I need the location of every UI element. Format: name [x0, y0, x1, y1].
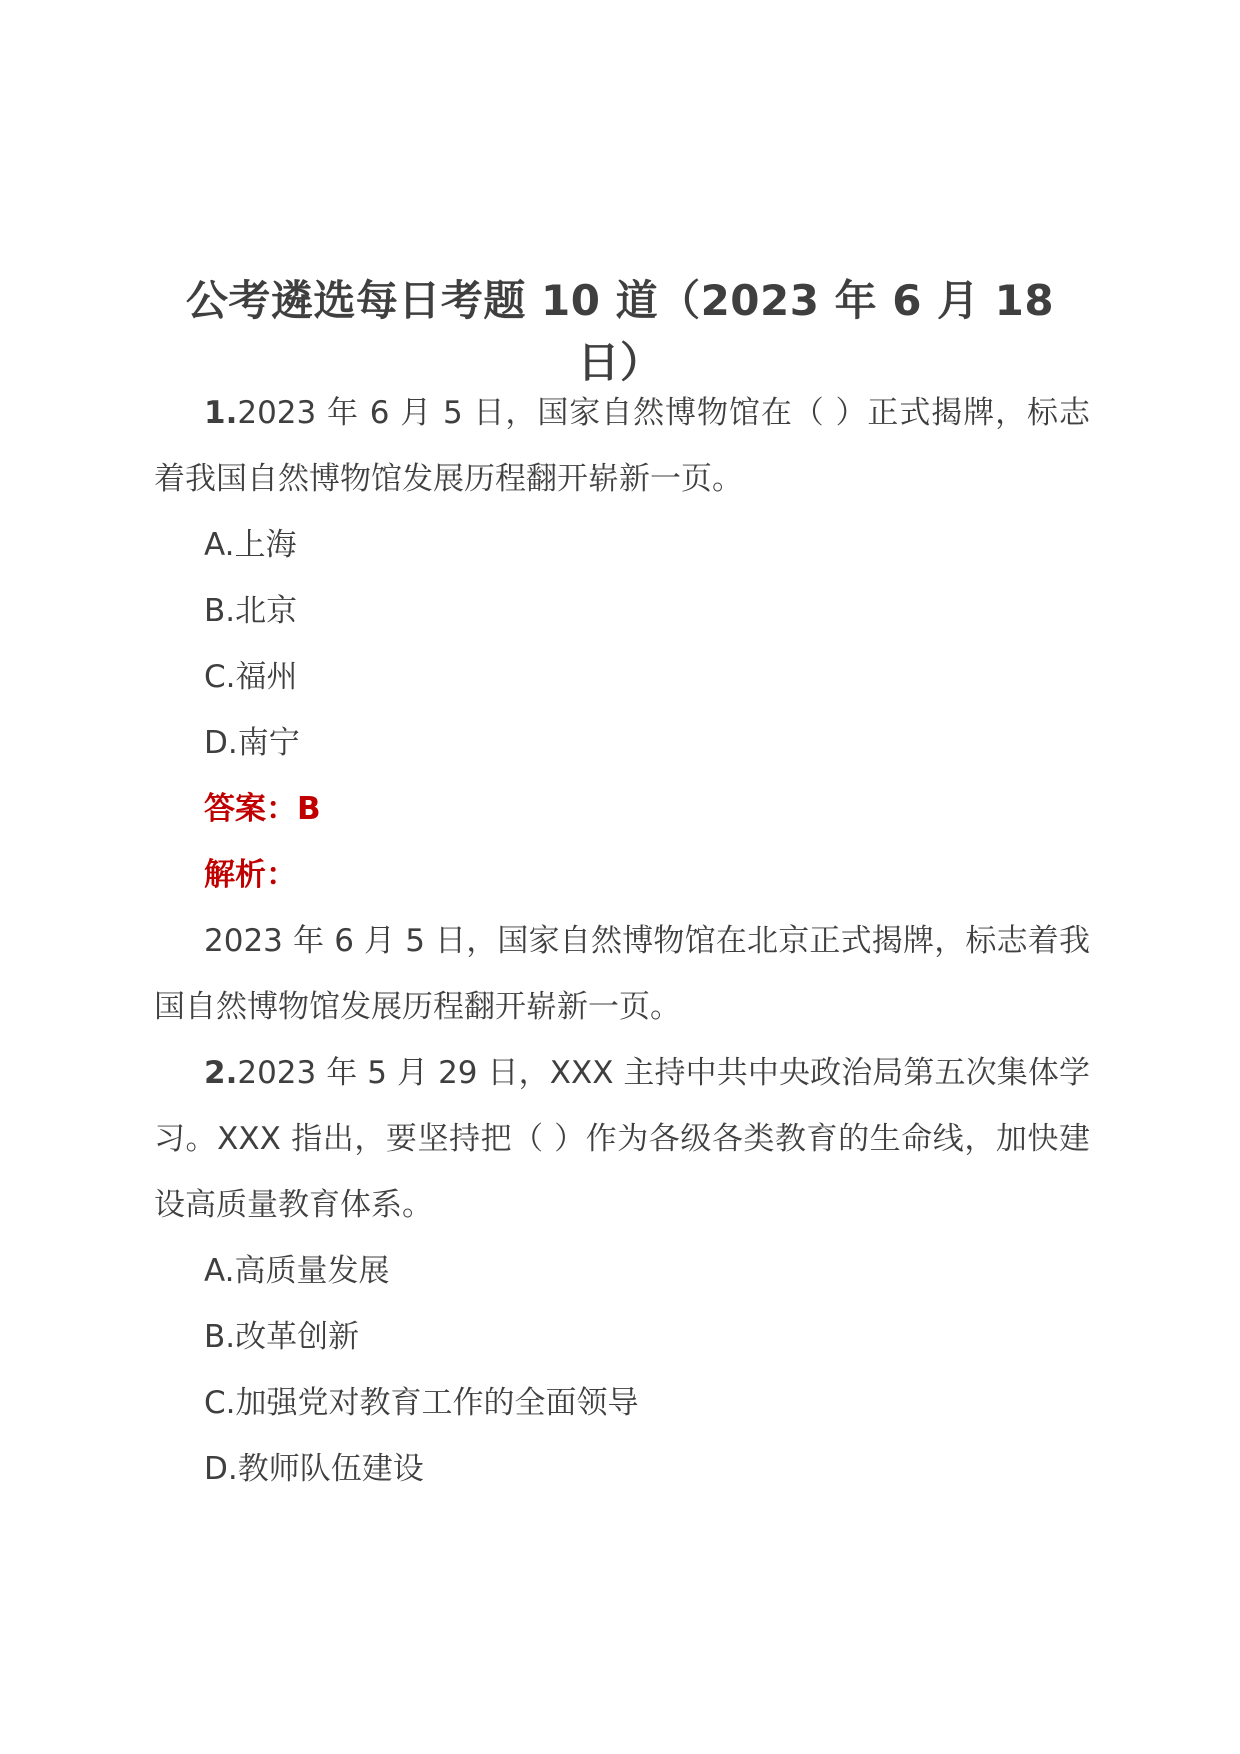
question-1-option-c: C.福州 [204, 659, 298, 695]
question-1-answer: 答案：B [204, 791, 321, 827]
question-1-analysis-label: 解析： [204, 857, 297, 893]
question-1-text: 2023 年 6 月 5 日，国家自然博物馆在（ ）正式揭牌，标志着我国自然博物馆发展历程翻开崭新一页。 [154, 395, 1090, 497]
question-1-option-b: B.北京 [204, 593, 298, 629]
question-1-option-a: A.上海 [204, 527, 297, 563]
question-2-option-b: B.改革创新 [204, 1319, 360, 1355]
page-title: 公考遴选每日考题 10 道（2023 年 6 月 18 日） [185, 276, 1055, 388]
question-2-text: 2023 年 5 月 29 日，XXX 主持中共中央政治局第五次集体学习。XXX 指出，要坚持把（ ）作为各级各类教育的生命线，加快建设高质量教育体系。 [154, 1055, 1090, 1223]
document-body [154, 380, 1090, 1502]
question-2-option-a: A.高质量发展 [204, 1253, 390, 1289]
question-1-stem [154, 380, 1090, 512]
question-2-option-c: C.加强党对教育工作的全面领导 [204, 1385, 639, 1421]
question-1-analysis: 2023 年 6 月 5 日，国家自然博物馆在北京正式揭牌，标志着我国自然博物馆发展历程翻开崭新一页。 [154, 923, 1090, 1025]
question-2-option-d: D.教师队伍建设 [204, 1451, 424, 1487]
question-2-stem [154, 1040, 1090, 1238]
question-1-number: 1. [204, 395, 238, 431]
question-2-number: 2. [204, 1055, 238, 1091]
question-1-option-d: D.南宁 [204, 725, 300, 761]
